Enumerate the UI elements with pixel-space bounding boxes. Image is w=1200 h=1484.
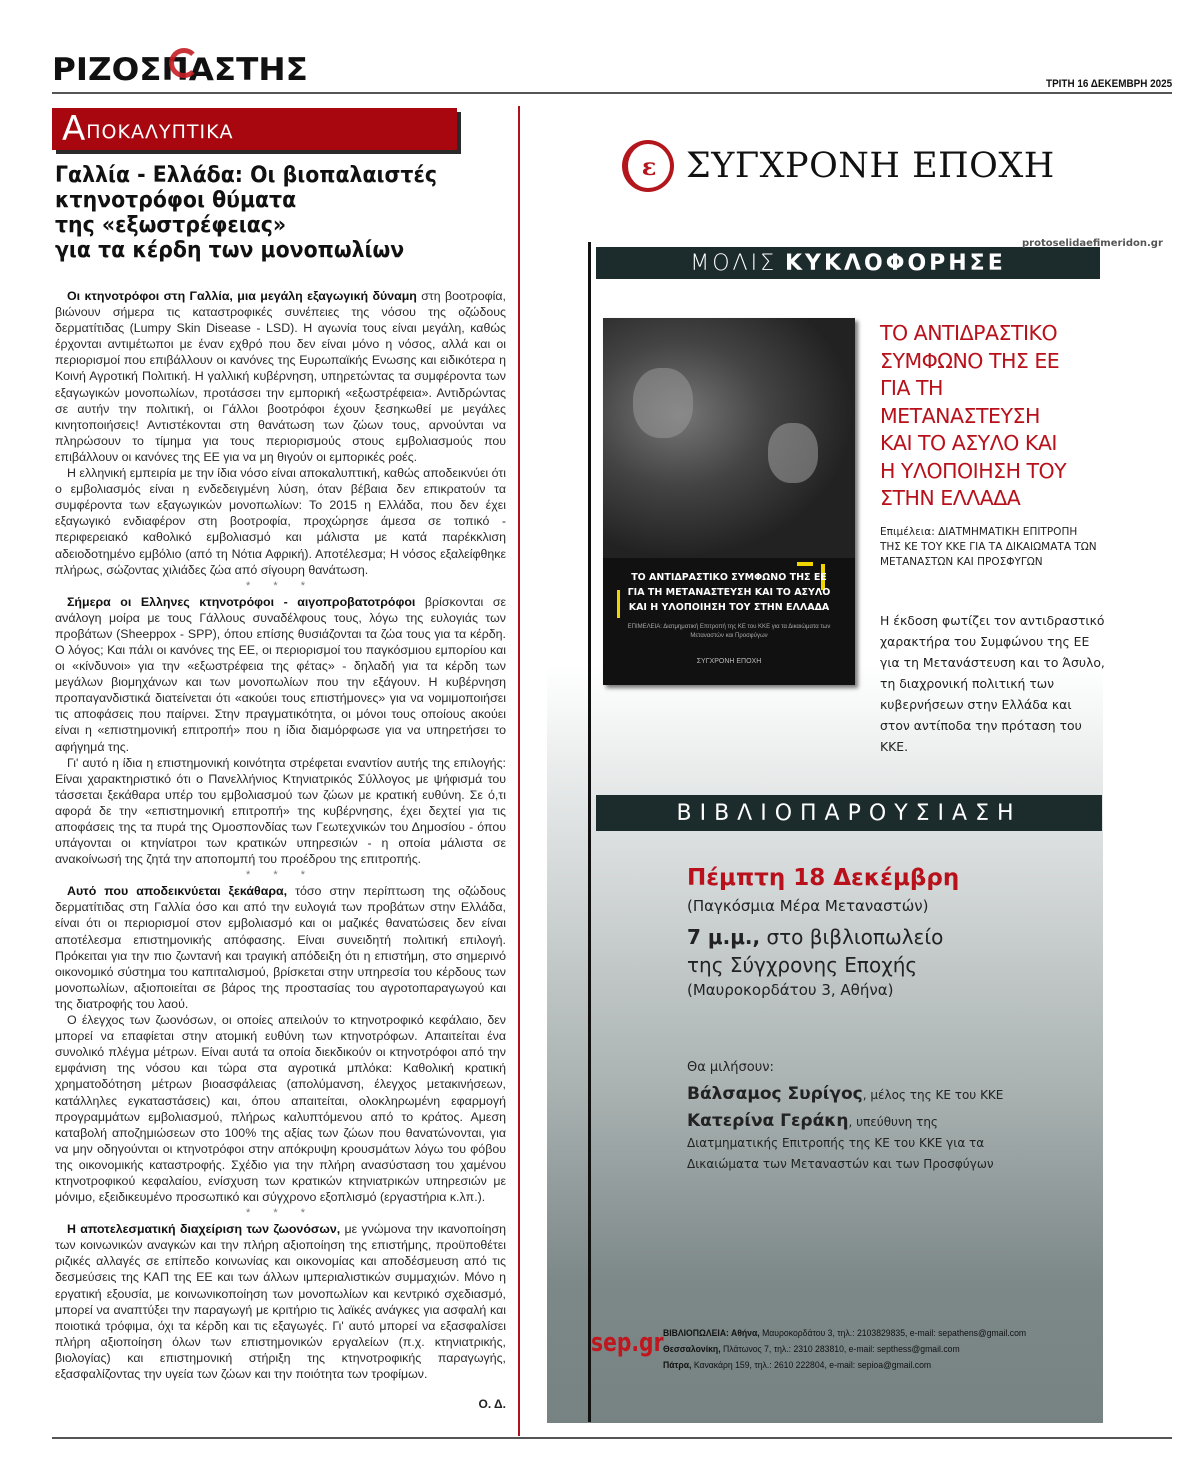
bookstore-city: Πάτρα, xyxy=(663,1360,692,1371)
event-date: Πέμπτη 18 Δεκέμβρη xyxy=(687,865,960,891)
headline-line: κτηνοτρόφοι θύματα xyxy=(55,188,297,213)
book-title-line: Η ΥΛΟΠΟΙΗΣΗ ΤΟΥ xyxy=(880,458,1067,483)
section-separator: * * * xyxy=(246,579,315,592)
event-time xyxy=(687,922,1027,952)
bookstore-city: Θεσσαλονίκη, xyxy=(663,1344,721,1355)
book-presentation-banner: ΒΙΒΛΙΟΠΑΡΟΥΣΙΑΣΗ xyxy=(596,795,1102,831)
newspaper-name: ΡΙΖΟΣΠΑΣΤΗΣ xyxy=(52,52,308,88)
event-venue: της Σύγχρονης Εποχής xyxy=(687,953,918,977)
speaker-role: , υπεύθυνη της Διατμηματικής Επιτροπής της ΚΕ του ΚΚΕ για τα Δικαιώματα των Μεταναστών και των Προσφύγων xyxy=(687,1115,994,1171)
new-release-banner xyxy=(596,247,1100,279)
article-body xyxy=(55,288,506,1412)
banner-bold-text: ΚΥΚΛΟΦΟΡΗΣΕ xyxy=(784,250,1006,276)
paragraph xyxy=(55,465,506,578)
book-title-line: ΣΥΜΦΩΝΟ ΤΗΣ ΕΕ xyxy=(880,348,1060,373)
cover-title-line: ΚΑΙ Η ΥΛΟΠΟΙΗΣΗ ΤΟΥ ΣΤΗΝ ΕΛΛΑΔΑ xyxy=(628,602,830,613)
bookstore-contact: Πλάτωνος 7, τηλ.: 2310 283810, e-mail: septhess@gmail.com xyxy=(720,1344,960,1355)
headline-line: της «εξωστρέφειας» xyxy=(55,213,287,238)
cover-title-line: ΓΙΑ ΤΗ ΜΕΤΑΝΑΣΤΕΥΣΗ ΚΑΙ ΤΟ ΑΣΥΛΟ xyxy=(627,587,831,598)
paragraph-text: στη βοοτροφία, βιώνουν σήμερα τις καταστροφικές συνέπειες της νόσου της οζώδους δερματίτιδας (Lumpy Skin Disease - LSD). Η αγωνία τους είναι μεγάλη, καθώς έρχονται αντιμέτωποι με έναν εχθρό που δεν είναι μόνο η νόσος, αλλά και οι περιορισμοί που επιβάλλουν οι κανόνες της Ευρωπαϊκής Ενωσης και ειδικότερα η Κοινή Αγροτική Πολιτική. Η γαλλική κυβέρνηση, υπηρετώντας τα συμφέροντα των εξαγωγικών μονοπωλίων, προτάσσει την εμπορική «εξωστρέφεια». Αντιδρώντας σε αυτήν την πολιτική, οι Γάλλοι βοοτρόφοι έχουν ξεσηκωθεί με μεγάλες κινητοποιήσεις! Αντιστέκονται στη θανάτωση των ζώων τους, αρνούνται να πληρώσουν το τίμημα για τους περιορισμούς στους εμβολιασμούς που επιβάλλουν οι κανόνες της ΕΕ για να μη θιγούν οι εμπορικές ροές. xyxy=(55,289,506,464)
book-title-line: ΚΑΙ ΤΟ ΑΣΥΛΟ ΚΑΙ xyxy=(880,431,1057,455)
event-occasion: (Παγκόσμια Μέρα Μεταναστών) xyxy=(687,897,929,915)
paragraph-lead: Σήμερα οι Ελληνες κτηνοτρόφοι - αιγοπροβατοτρόφοι xyxy=(67,594,416,609)
book-editor: Επιμέλεια: ΔΙΑΤΜΗΜΑΤΙΚΗ ΕΠΙΤΡΟΠΗ ΤΗΣ ΚΕ ΤΟΥ ΚΚΕ ΓΙΑ ΤΑ ΔΙΚΑΙΩΜΑΤΑ ΤΩΝ ΜΕΤΑΝΑΣΤΩΝ ΚΑΙ ΠΡΟΣΦΥΓΩΝ xyxy=(880,526,1097,568)
paragraph-text: Γι' αυτό η ίδια η επιστημονική κοινότητα στρέφεται εναντίον αυτής της επιλογής: Είναι χαρακτηριστικό ότι ο Πανελλήνιος Κτηνιατρικός Σύλλογος με ψήφισμά του τάσσεται ξεκάθαρα υπέρ του εμβολιασμού των ζώων με κρατική ευθύνη. Σε ό,τι αφορά δε την «επιστημονική επιτροπή» της κυβέρνησης, έχει δεχτεί για τις αποφάσεις της τα πυρά της Ομοσπονδίας των Γεωτεχνικών του Δημοσίου - όπου υπάγονται οι κτηνίατροι των κρατικών υπηρεσιών - η οποία μάλιστα σε ανακοίνωσή της ζητά την αποπομπή του προέδρου της επιτροπής. xyxy=(55,755,506,867)
cover-title-line: ΤΟ ΑΝΤΙΔΡΑΣΤΙΚΟ ΣΥΜΦΩΝΟ ΤΗΣ ΕΕ xyxy=(631,572,827,583)
headline-line: Γαλλία - Ελλάδα: Οι βιοπαλαιστές xyxy=(55,163,437,188)
kicker-text: ποκαλυπτικα xyxy=(86,113,234,145)
bookstore-contact: Μαυροκορδάτου 3, τηλ.: 2103829835, e-mail: sepathens@gmail.com xyxy=(759,1328,1027,1339)
bookstore-contacts xyxy=(663,1326,1026,1374)
speaker-role: , μέλος της ΚΕ του ΚΚΕ xyxy=(862,1088,1004,1102)
speaker-name: Κατερίνα Γεράκη xyxy=(687,1111,849,1131)
website-logo[interactable]: sep.gr xyxy=(591,1328,664,1358)
banner-light-text: ΜΟΛΙΣ xyxy=(690,250,777,276)
book-title-line: ΣΤΗΝ ΕΛΛΑΔΑ xyxy=(880,486,1021,510)
paragraph xyxy=(55,883,506,1012)
column-divider xyxy=(518,106,520,1436)
footer-rule xyxy=(52,1437,1172,1439)
cover-accent xyxy=(797,562,813,566)
newspaper-masthead xyxy=(52,52,308,92)
bookstore-line xyxy=(663,1358,1026,1374)
paragraph xyxy=(55,1012,506,1205)
section-kicker xyxy=(52,108,457,150)
section-separator: * * * xyxy=(246,1207,315,1220)
publisher-header xyxy=(622,140,1055,192)
paragraph-text: βρίσκονται σε ανάλογη μοίρα με τους Γάλλους συναδέλφους τους, λόγω της ευλογιάς των προβάτων (Sheeppox - SPP), όπου επίσης θυσιάζονται τα ζώα τους για τα κέρδη. Ο λόγος; Και πάλι οι κανόνες της ΕΕ, οι περιορισμοί του παγκόσμιου εμπορίου και οι «κίνδυνοι» για την «εξωστρέφεια της φέτας» - δηλαδή για τα κέρδη των μεγάλων βιομηχάνων και των μονοπωλίων που την εξάγουν. Η κυβέρνηση προπαγανδιστικά διατείνεται ότι «ακούει τους επιστήμονες» για να νομιμοποιήσει τις αποφάσεις που παίρνει. Στην πραγματικότητα, οι μόνοι τους οποίους ακούει είναι η «επιστημονική επιτροπή» που η ίδια διαμόρφωσε για να υπηρετήσει το αφήγημά της. xyxy=(55,594,506,754)
publisher-logo-icon: ε xyxy=(622,140,674,192)
bookstore-line xyxy=(663,1326,1026,1342)
paragraph-text: με γνώμονα την ικανοποίηση των κοινωνικών αναγκών και την πλήρη αξιοποίηση της επιστήμης, προϋποθέτει ριζικές αλλαγές σε επίπεδο κοινωνίας και οικονομίας και αποδέσμευση από τις δεσμεύσεις της ΚΑΠ της ΕΕ και των άλλων ιμπεριαλιστικών συμμαχιών. Μόνο η εργατική εξουσία, με κοινωνικοποίηση των μονοπωλίων και κεντρικό σχεδιασμό, μπορεί να αναπτύξει την παραγωγή με κριτήριο τις λαϊκές ανάγκες για ασφαλή και ποιοτικά τρόφιμα, όχι τα κέρδη και τις εξαγωγές. Γι' αυτό μπορεί να εξασφαλίσει πλήρη αξιοποίηση όλων των επιστημονικών εργαλείων (π.χ. κτηνιατρικής, βιολογίας) και επιστημονική στήριξη της κτηνοτροφικής παραγωγής, εξασφαλίζοντας την υγεία των ζώων και την ποιότητα των τροφίμων. xyxy=(55,1222,507,1381)
bookstore-line xyxy=(663,1342,1026,1358)
cover-title xyxy=(611,570,847,615)
kicker-initial: Α xyxy=(62,109,87,149)
paragraph xyxy=(55,755,506,868)
paragraph xyxy=(55,288,506,465)
book-title xyxy=(880,320,1095,513)
paragraph-lead: Η αποτελεσματική διαχείριση των ζωονόσων, xyxy=(67,1222,341,1237)
speakers-intro: Θα μιλήσουν: xyxy=(687,1060,774,1075)
author-signature: Ο. Δ. xyxy=(478,1397,506,1412)
event-hour: 7 μ.μ., xyxy=(687,925,761,949)
ad-border-line xyxy=(588,242,591,1422)
paragraph-lead: Αυτό που αποδεικνύεται ξεκάθαρα, xyxy=(67,884,288,899)
headline-line: για τα κέρδη των μονοπωλίων xyxy=(55,238,405,263)
event-venue-intro: στο βιβλιοπωλείο xyxy=(760,925,944,949)
paragraph-text: τόσο στην περίπτωση της οζώδους δερματίτιδας στη Γαλλία όσο και από την ευλογιά των προβάτων στην Ελλάδα, είναι ότι οι περιορισμοί στον εμβολιασμό και οι μαζικές θανατώσεις δεν είναι αποτέλεσμα επιστημονικής απόφασης. Είναι συνειδητή πολιτική επιλογή. Πρόκειται για την πιο ζωντανή και τραγική απόδειξη ότι η επιστήμη, στο σημερινό οικονομικό σύστημα του καπιταλισμού, βρίσκεται στην υπηρεσία του κέρδους των μονοπωλίων, αξιοποιείται σε βάρος της προστασίας του αγροτοπαραγωγού και της διατροφής του λαού. xyxy=(55,884,506,1011)
book-title-line: ΓΙΑ ΤΗ xyxy=(880,376,943,400)
watermark: protoselidaefimeridon.gr xyxy=(1022,238,1163,249)
speaker-item xyxy=(687,1111,1007,1174)
bookstore-city: ΒΙΒΛΙΟΠΩΛΕΙΑ: Αθήνα, xyxy=(663,1328,760,1339)
book-title-line: ΤΟ ΑΝΤΙΔΡΑΣΤΙΚΟ xyxy=(880,321,1058,345)
book-description: Η έκδοση φωτίζει τον αντιδραστικό χαρακτήρα του Συμφώνου της ΕΕ για τη Μετανάστευση και το Άσυλο, τη διαχρονική πολιτική των κυβερνήσεων στην Ελλάδα και στον αντίποδα την πρόταση του ΚΚΕ. xyxy=(880,613,1105,754)
paragraph-text: Ο έλεγχος των ζωονόσων, οι οποίες απειλούν το κτηνοτροφικό κεφάλαιο, δεν μπορεί να επαφίεται στην ατομική ευθύνη των κτηνοτρόφων. Απαιτείται ένα συνολικό πλέγμα μέτρων. Είναι αυτά τα οποία διεκδικούν οι κτηνοτρόφοι από την εμφάνιση της νόσου και τώρα στα αγροτικά μπλόκα: Καθολική κρατική χρηματοδότηση μέτρων βιοασφάλειας (απολύμανση, έλεγχος μετακινήσεων, κατάλληλες εγκαταστάσεις) και, όπου απαιτείται, ολοκληρωμένη εφαρμογή προγραμμάτων εμβολιασμού, πλήρως καλυπτόμενου από το κράτος. Αμεση καταβολή αποζημιώσεων στο 100% της αξίας των ζώων που θανατώνονται, για να μην οδηγούνται οι κτηνοτρόφοι στην απόκρυψη κρουσμάτων λόγω του φόβου της οικονομικής καταστροφής. Σχέδιο για την πλήρη ανασύσταση του χαμένου κτηνοτροφικού κεφαλαίου, ενίσχυση των κρατικών κτηνιατρικών υπηρεσιών με μόνιμο, εξειδικευμένο προσωπικό και σύγχρονο εξοπλισμό (εργαστήρια κ.λπ.). xyxy=(55,1013,506,1205)
article-headline xyxy=(55,163,474,263)
paragraph-text: Η ελληνική εμπειρία με την ίδια νόσο είναι αποκαλυπτική, καθώς αποδεικνύει ότι ο εμβολιασμός είναι η ενδεδειγμένη λύση, όταν βέβαια δεν επικρατούν τα συμφέροντα των εξαγωγικών μονοπωλίων: Το 2015 η Ελλάδα, που δεν έχει εξαγωγικό ενδιαφέρον στη βοοτροφία, προχώρησε άμεσα σε τοπικό - περιφερειακό καθολικό εμβολιασμό και μάλιστα με κατά παρέκκλιση αδειοδοτημένο εμβόλιο (από τη Νότια Αφρική). Αποτέλεσμα; Η νόσος εξαλείφθηκε πλήρως, σώζοντας χιλιάδες ζώα από σίγουρη θανάτωση. xyxy=(55,466,506,577)
bookstores-footer xyxy=(591,1326,1066,1374)
cover-photo xyxy=(603,318,855,558)
event-details xyxy=(687,862,1027,1002)
cover-subtitle: ΕΠΙΜΕΛΕΙΑ: Διατμηματική Επιτροπή της ΚΕ του ΚΚΕ για τα Δικαιώματα των Μεταναστών και Προσφύγων xyxy=(627,624,831,639)
book-cover-image xyxy=(603,318,855,685)
header-rule xyxy=(52,92,1172,94)
paragraph-lead: Οι κτηνοτρόφοι στη Γαλλία, μια μεγάλη εξαγωγική δύναμη xyxy=(67,289,417,303)
section-separator: * * * xyxy=(246,869,315,882)
paragraph xyxy=(55,1221,506,1382)
event-address: (Μαυροκορδάτου 3, Αθήνα) xyxy=(687,981,894,999)
cover-publisher: ΣΥΓΧΡΟΝΗ ΕΠΟΧΗ xyxy=(696,658,762,665)
speaker-name: Βάλσαμος Συρίγος xyxy=(687,1084,863,1104)
paragraph xyxy=(55,594,506,755)
speakers-list xyxy=(687,1056,1007,1180)
publisher-name: ΣΥΓΧΡΟΝΗ ΕΠΟΧΗ xyxy=(686,146,1055,186)
speaker-item xyxy=(687,1084,1007,1105)
issue-date: ΤΡΙΤΗ 16 ΔΕΚΕΜΒΡΗ 2025 xyxy=(1045,78,1172,90)
hammer-sickle-icon xyxy=(169,48,199,78)
bookstore-contact: Κανακάρη 159, τηλ.: 2610 222804, e-mail: sepioa@gmail.com xyxy=(691,1360,932,1371)
book-title-line: ΜΕΤΑΝΑΣΤΕΥΣΗ xyxy=(880,403,1040,428)
